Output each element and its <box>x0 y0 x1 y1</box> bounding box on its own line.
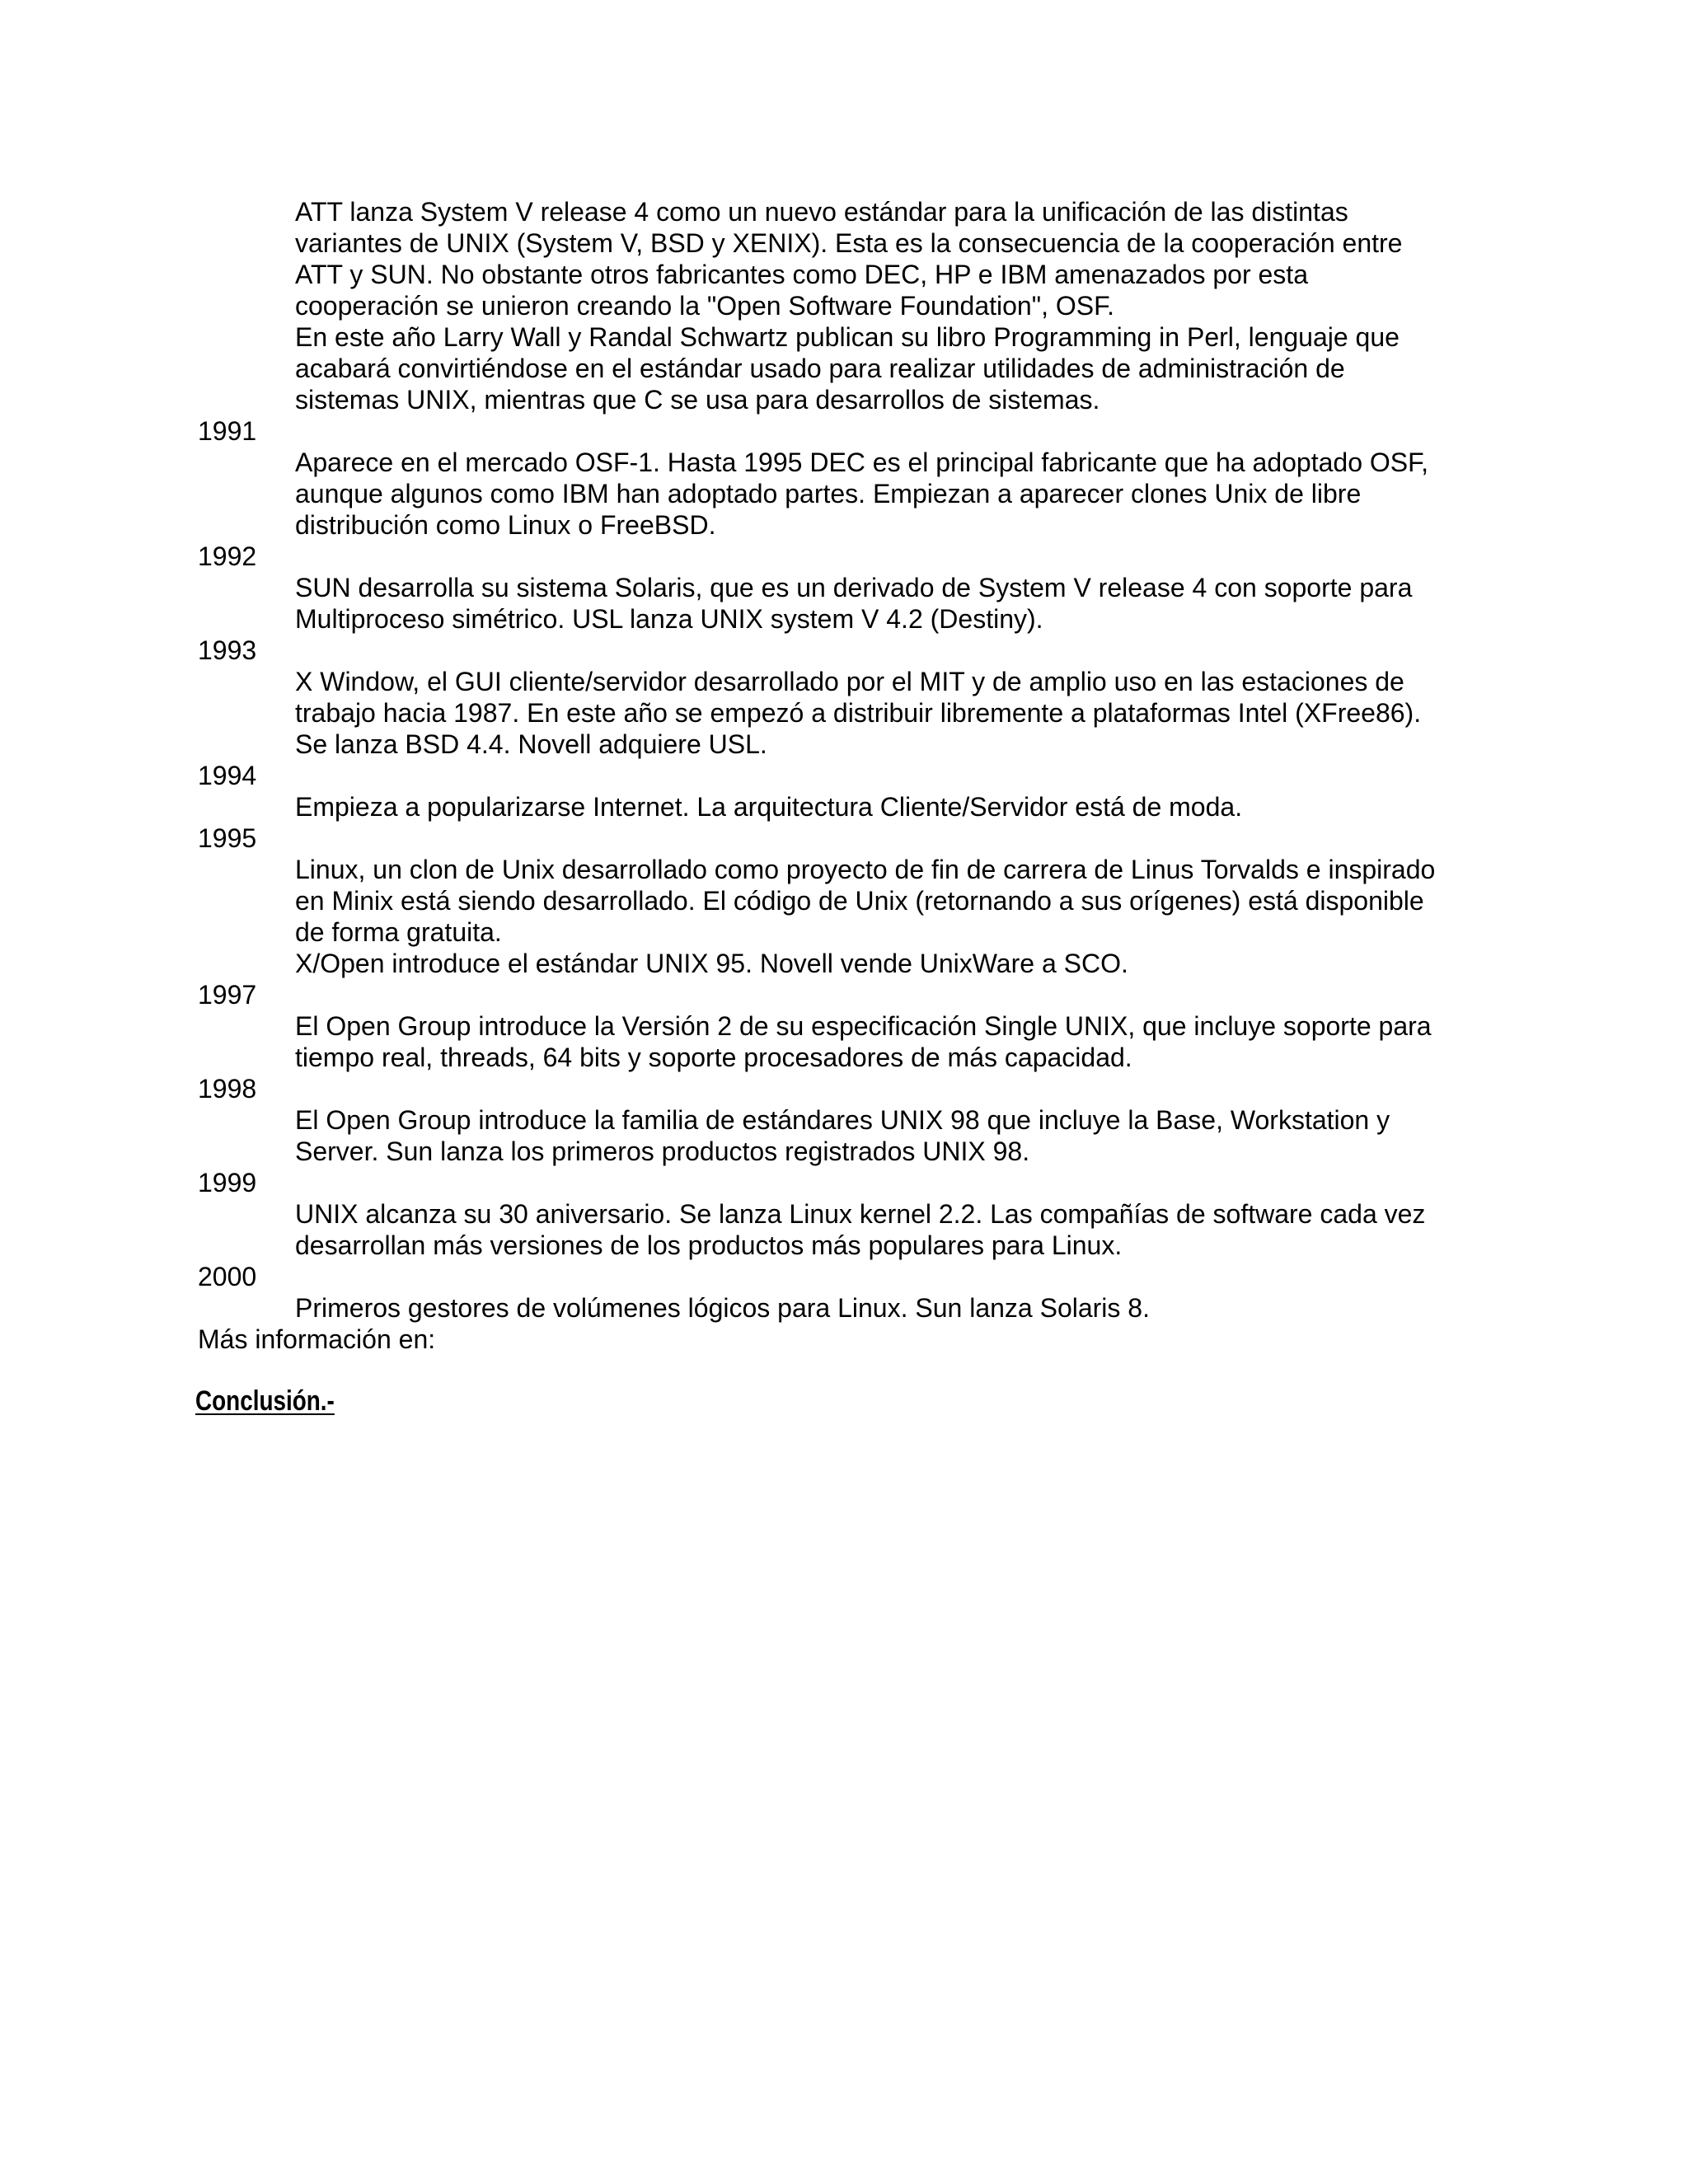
timeline-year: 2000 <box>198 1262 257 1291</box>
paragraph-line: sistemas UNIX, mientras que C se usa para desarrollos de sistemas. <box>295 385 1100 415</box>
timeline-entry-line: trabajo hacia 1987. En este año se empezó a distribuir libremente a plataformas Intel (XFree86). <box>295 698 1422 728</box>
timeline-entry-line: de forma gratuita. <box>295 917 502 947</box>
paragraph-line: ATT y SUN. No obstante otros fabricantes como DEC, HP e IBM amenazados por esta <box>295 260 1308 289</box>
timeline-year: 1993 <box>198 635 257 665</box>
timeline-year: 1992 <box>198 541 257 571</box>
unix-history-timeline <box>198 196 1550 1355</box>
timeline-entry-line: UNIX alcanza su 30 aniversario. Se lanza Linux kernel 2.2. Las compañías de software cada vez <box>295 1199 1426 1229</box>
timeline-entry-line: Primeros gestores de volúmenes lógicos para Linux. Sun lanza Solaris 8. <box>295 1293 1150 1323</box>
timeline-entry-line: distribución como Linux o FreeBSD. <box>295 510 716 540</box>
timeline-entry-line: Se lanza BSD 4.4. Novell adquiere USL. <box>295 729 767 759</box>
paragraph-line: En este año Larry Wall y Randal Schwartz publican su libro Programming in Perl, lenguaje que <box>295 322 1400 352</box>
timeline-entry-line: aunque algunos como IBM han adoptado partes. Empiezan a aparecer clones Unix de libre <box>295 479 1362 509</box>
timeline-year: 1997 <box>198 980 257 1010</box>
timeline-entry-line: Empieza a popularizarse Internet. La arquitectura Cliente/Servidor está de moda. <box>295 792 1243 822</box>
more-info-label: Más información en: <box>198 1324 436 1354</box>
timeline-year: 1994 <box>198 761 257 790</box>
timeline-year: 1999 <box>198 1168 257 1197</box>
timeline-year: 1991 <box>198 416 257 446</box>
timeline-entry-line: X Window, el GUI cliente/servidor desarrollado por el MIT y de amplio uso en las estaciones de <box>295 667 1404 696</box>
paragraph-line: ATT lanza System V release 4 como un nuevo estándar para la unificación de las distintas <box>295 197 1348 227</box>
timeline-entry-line: X/Open introduce el estándar UNIX 95. Novell vende UnixWare a SCO. <box>295 949 1128 978</box>
timeline-entry-line: SUN desarrolla su sistema Solaris, que es un derivado de System V release 4 con soporte para <box>295 573 1413 602</box>
timeline-entry-line: Multiproceso simétrico. USL lanza UNIX system V 4.2 (Destiny). <box>295 604 1043 634</box>
timeline-year: 1998 <box>198 1074 257 1104</box>
conclusion-heading: Conclusión.- <box>195 1385 335 1417</box>
paragraph-line: cooperación se unieron creando la "Open Software Foundation", OSF. <box>295 291 1114 321</box>
paragraph-line: acabará convirtiéndose en el estándar usado para realizar utilidades de administración de <box>295 354 1345 383</box>
timeline-entry-line: desarrollan más versiones de los productos más populares para Linux. <box>295 1230 1123 1260</box>
timeline-entry-line: Server. Sun lanza los primeros productos registrados UNIX 98. <box>295 1137 1030 1166</box>
timeline-entry-line: tiempo real, threads, 64 bits y soporte procesadores de más capacidad. <box>295 1043 1132 1072</box>
timeline-entry-line: en Minix está siendo desarrollado. El código de Unix (retornando a sus orígenes) está disponible <box>295 886 1424 916</box>
timeline-entry-line: El Open Group introduce la familia de estándares UNIX 98 que incluye la Base, Workstation y <box>295 1105 1390 1135</box>
timeline-entry-line: El Open Group introduce la Versión 2 de su especificación Single UNIX, que incluye soporte para <box>295 1011 1432 1041</box>
timeline-entry-line: Linux, un clon de Unix desarrollado como proyecto de fin de carrera de Linus Torvalds e inspirado <box>295 855 1436 884</box>
timeline-entry-line: Aparece en el mercado OSF-1. Hasta 1995 DEC es el principal fabricante que ha adoptado OSF, <box>295 448 1428 477</box>
timeline-year: 1995 <box>198 823 257 853</box>
paragraph-line: variantes de UNIX (System V, BSD y XENIX). Esta es la consecuencia de la cooperación entre <box>295 228 1403 258</box>
